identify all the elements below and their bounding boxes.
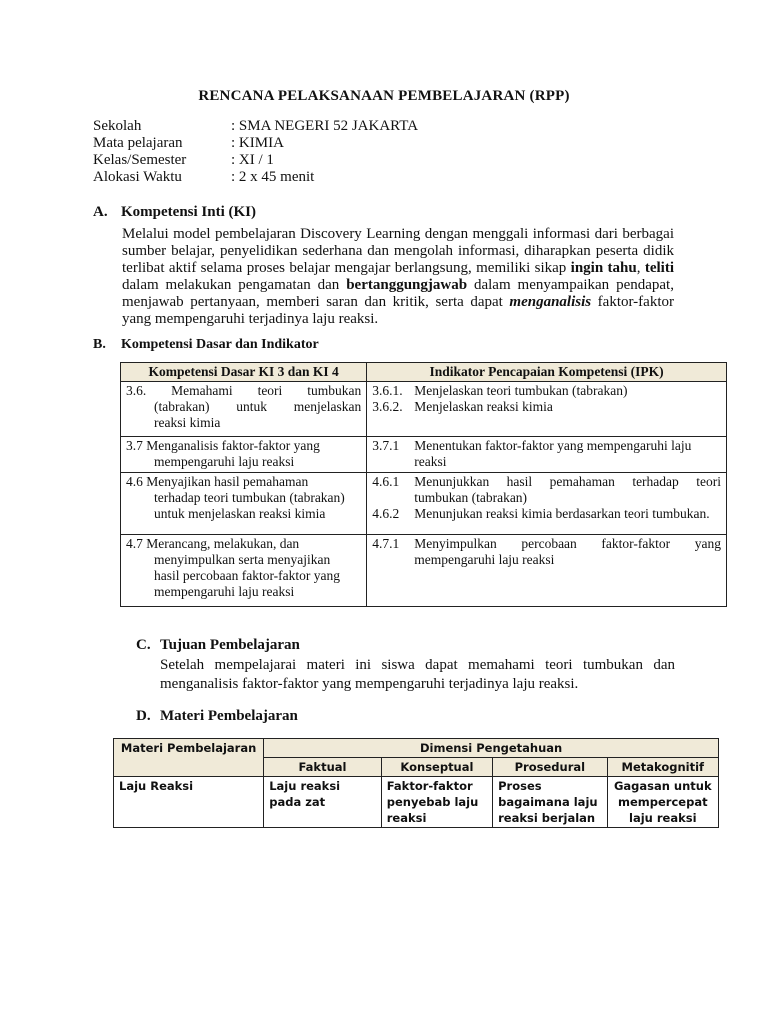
ki-bold-teliti: teliti (644, 260, 674, 276)
document-title: RENCANA PELAKSANAAN PEMBELAJARAN (RPP) (198, 88, 570, 104)
konseptual-header: Konseptual (381, 758, 492, 777)
kd-cell (121, 437, 367, 473)
metakognitif-cell: Gagasan untuk mempercepat laju reaksi (607, 777, 718, 828)
ki-sep: , (636, 260, 645, 276)
prosedural-header: Prosedural (493, 758, 607, 777)
dimensi-header: Dimensi Pengetahuan (264, 739, 719, 758)
table-row (121, 437, 727, 473)
table-row (114, 777, 719, 828)
konseptual-cell: Faktor-faktor penyebab laju reaksi (381, 777, 492, 828)
info-label-mapel: Mata pelajaran (93, 135, 183, 151)
section-b-letter: B. (93, 337, 106, 352)
kd-cell (121, 535, 367, 607)
ipk-item (372, 383, 721, 399)
kd-cell (121, 473, 367, 535)
metakognitif-header: Metakognitif (607, 758, 718, 777)
kd-line: mempengaruhi laju reaksi (154, 584, 295, 599)
ipk-cell (367, 535, 727, 607)
ipk-cell (367, 437, 727, 473)
table-row (121, 382, 727, 437)
section-c-letter: C. (136, 637, 151, 653)
section-c-heading (136, 637, 300, 654)
section-a-heading (93, 204, 256, 221)
ki-bold-menganalisis: menganalisis (509, 294, 592, 310)
ipk-item (372, 474, 721, 506)
info-value-kelas: : XI / 1 (231, 152, 274, 168)
table-row (121, 535, 727, 607)
ipk-cell (367, 382, 727, 437)
info-value-mapel: : KIMIA (231, 135, 284, 151)
kd-line: reaksi kimia (154, 415, 221, 430)
info-label-sekolah: Sekolah (93, 118, 142, 134)
faktual-header: Faktual (264, 758, 382, 777)
table-row (121, 473, 727, 535)
ki-bold-ingin-tahu: ingin tahu (570, 260, 637, 276)
ipk-text: Menentukan faktor-faktor yang mempengaruhi laju reaksi (414, 438, 692, 469)
section-b-title: Kompetensi Dasar dan Indikator (121, 337, 319, 352)
ipk-text: Menyimpulkan percobaan faktor-faktor yang mempengaruhi laju reaksi (414, 536, 721, 567)
ipk-item (372, 399, 721, 415)
section-d-heading (136, 708, 298, 725)
kd-line: terhadap teori tumbukan (tabrakan) (154, 490, 345, 505)
ipk-text: Menjelaskan teori tumbukan (tabrakan) (414, 383, 628, 398)
kd-line: 3.6. Memahami teori tumbukan (126, 383, 362, 398)
ipk-item (372, 536, 721, 568)
kd-line: menyimpulkan serta menyajikan (154, 552, 331, 567)
kompetensi-table (120, 362, 727, 607)
ki-bold-bertanggungjawab: bertanggungjawab (346, 277, 468, 293)
info-value-sekolah: : SMA NEGERI 52 JAKARTA (231, 118, 419, 134)
ipk-header: Indikator Pencapaian Kompetensi (IPK) (367, 363, 727, 382)
section-b-heading (93, 337, 319, 353)
kompetensi-header-row (121, 363, 727, 382)
ki-text-3: dalam menyampaikan pendapat, menjawab pertanyaan, memberi saran dan kritik, serta dapat (122, 277, 674, 310)
faktual-cell: Laju reaksi pada zat (264, 777, 382, 828)
kd-cell (121, 382, 367, 437)
ipk-num: 4.6.2 (372, 506, 400, 521)
kd-line: 4.6 Menyajikan hasil pemahaman (126, 474, 309, 489)
section-c-paragraph: Setelah mempelajarai materi ini siswa dapat memahami teori tumbukan dan menganalisis faktor-faktor yang mempengaruhi terjadinya laju reaksi. (160, 657, 675, 692)
ipk-num: 3.6.2. (372, 399, 403, 414)
materi-table (113, 738, 719, 828)
kd-header: Kompetensi Dasar KI 3 dan KI 4 (121, 363, 367, 382)
ki-text-1: Melalui model pembelajaran Discovery Learning dengan menggali informasi dari berbagai sumber belajar, penyelidikan sederhana dan mengolah informasi, diharapkan peserta didik terlibat aktif selama proses belajar mengajar berlangsung, memiliki sikap (122, 226, 674, 276)
prosedural-cell: Proses bagaimana laju reaksi berjalan (493, 777, 607, 828)
info-label-kelas: Kelas/Semester (93, 152, 187, 168)
ipk-text: Menunjukkan hasil pemahaman terhadap teori tumbukan (tabrakan) (414, 474, 721, 505)
kd-line: 3.7 Menganalisis faktor-faktor yang (126, 438, 320, 453)
section-c-title: Tujuan Pembelajaran (160, 637, 300, 653)
kd-line: (tabrakan) untuk menjelaskan (154, 399, 362, 414)
materi-header-row (114, 739, 719, 758)
ipk-text: Menjelaskan reaksi kimia (414, 399, 553, 414)
section-d-title: Materi Pembelajaran (160, 708, 298, 724)
section-a-paragraph (122, 226, 674, 328)
ipk-num: 4.7.1 (372, 536, 400, 551)
ipk-num: 4.6.1 (372, 474, 400, 489)
ipk-num: 3.7.1 (372, 438, 400, 453)
section-a-letter: A. (93, 204, 108, 220)
ipk-num: 3.6.1. (372, 383, 403, 398)
ipk-item (372, 438, 721, 470)
kd-line: 4.7 Merancang, melakukan, dan (126, 536, 300, 551)
materi-cell: Laju Reaksi (114, 777, 264, 828)
info-label-alokasi: Alokasi Waktu (93, 169, 182, 185)
kd-line: untuk menjelaskan reaksi kimia (154, 506, 326, 521)
ipk-text: Menunjukan reaksi kimia berdasarkan teori tumbukan. (414, 506, 710, 521)
section-d-letter: D. (136, 708, 151, 724)
ki-text-4: faktor-faktor yang mempengaruhi terjadinya laju reaksi. (122, 294, 674, 327)
ipk-cell (367, 473, 727, 535)
section-a-title: Kompetensi Inti (KI) (121, 204, 256, 220)
materi-col-header: Materi Pembelajaran (114, 739, 264, 777)
info-value-alokasi: : 2 x 45 menit (231, 169, 315, 185)
kd-line: hasil percobaan faktor-faktor yang (154, 568, 341, 583)
ipk-item (372, 506, 721, 522)
ki-text-2: dalam melakukan pengamatan dan (122, 277, 347, 293)
kd-line: mempengaruhi laju reaksi (154, 454, 295, 469)
